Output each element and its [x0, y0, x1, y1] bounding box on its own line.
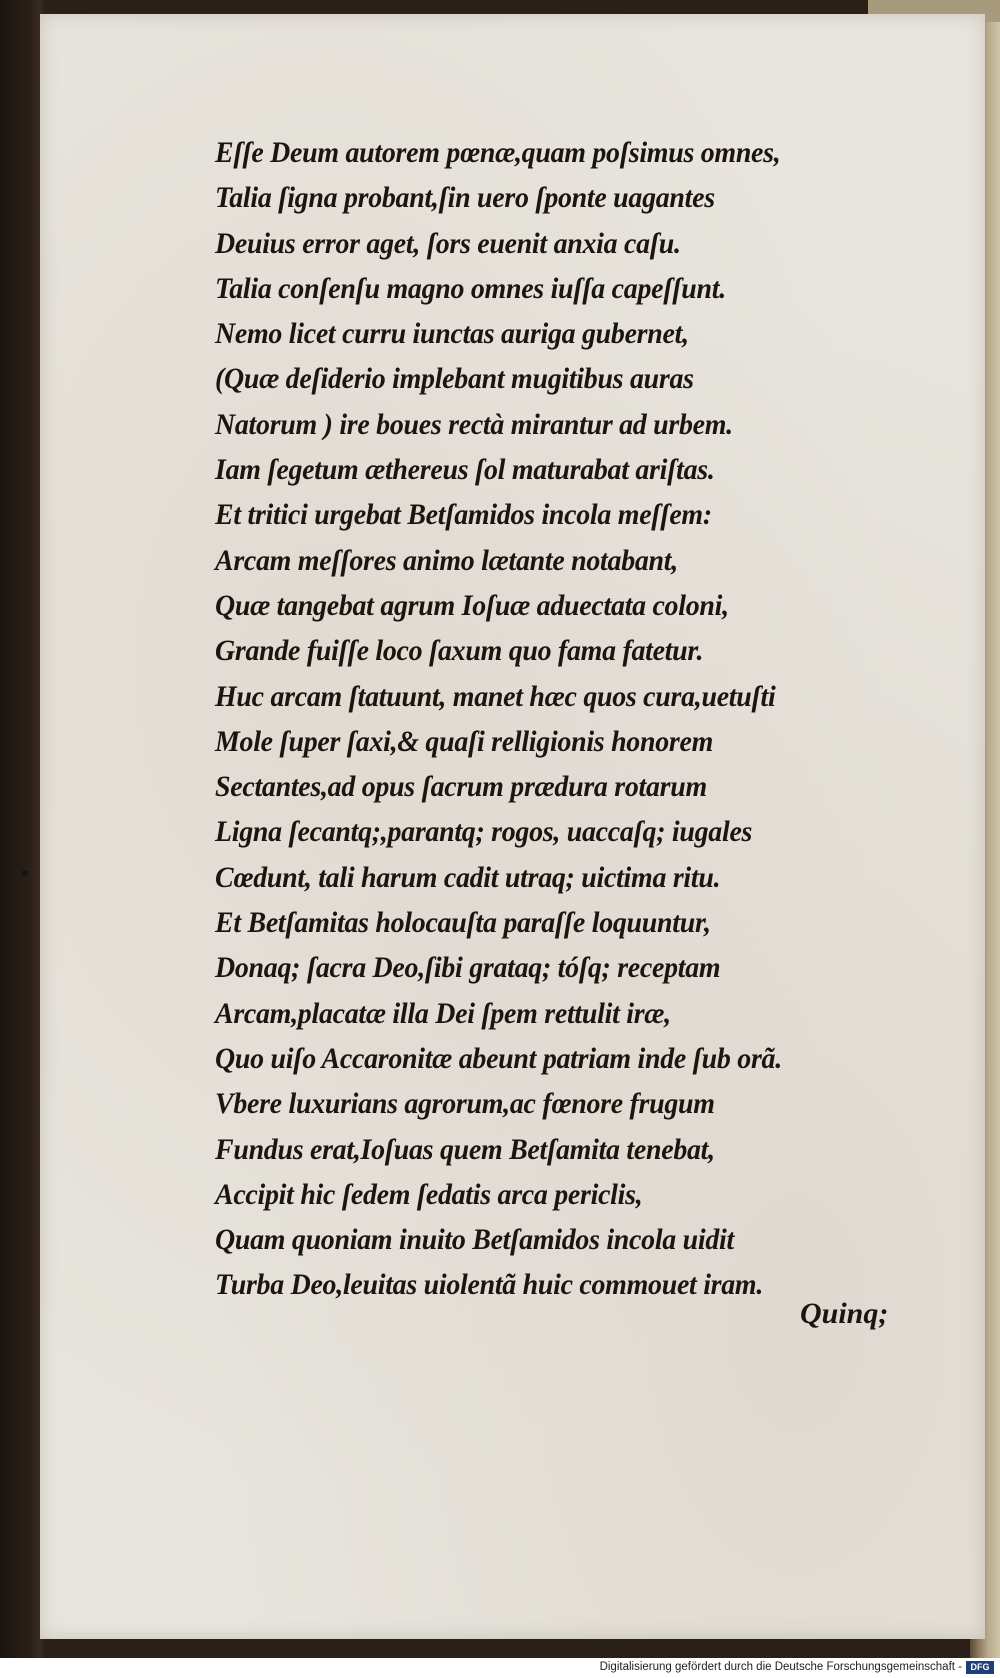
verse-line: Mole ſuper ſaxi,& quaſi relligionis honorem: [215, 724, 714, 758]
verse-line: Deuius error aget, ſors euenit anxia caſu.: [215, 226, 681, 260]
verse-line: Fundus erat,Ioſuas quem Betſamita tenebat,: [215, 1132, 715, 1166]
verse-line: Vbere luxurians agrorum,ac fœnore frugum: [215, 1087, 715, 1121]
verse-block: [215, 130, 915, 1308]
verse-line: Quo uiſo Accaronitæ abeunt patriam inde ſub orã.: [215, 1041, 782, 1075]
verse-line: Huc arcam ſtatuunt, manet hæc quos cura,uetuſti: [215, 679, 776, 713]
verse-line: Ligna ſecantq;,parantq; rogos, uaccaſq; iugales: [215, 815, 753, 849]
verse-line: Donaq; ſacra Deo,ſibi grataq; tóſq; receptam: [215, 951, 721, 985]
catchword: Quinq;: [800, 1297, 889, 1330]
verse-line: Grande fuiſſe loco ſaxum quo fama fatetur.: [215, 634, 704, 668]
verse-line: Arcam,placatæ illa Dei ſpem rettulit iræ,: [215, 996, 671, 1030]
verse-line: Eſſe Deum autorem pœnæ,quam poſsimus omnes,: [215, 136, 781, 169]
margin-mark: [22, 870, 28, 876]
verse-line: Natorum ) ire boues rectà mirantur ad urbem.: [215, 407, 733, 441]
verse-line: Quæ tangebat agrum Ioſuæ aduectata coloni,: [215, 588, 729, 622]
footer-bar: [0, 1658, 1000, 1678]
verse-line: Iam ſegetum æthereus ſol maturabat ariſtas.: [215, 453, 715, 487]
verse-line: Talia ſigna probant,ſin uero ſponte uagantes: [215, 181, 715, 215]
verse-line: Nemo licet curru iunctas auriga gubernet,: [215, 317, 689, 351]
verse-line: Cœdunt, tali harum cadit utraq; uictima ritu.: [215, 860, 721, 894]
verse-line: Arcam meſſores animo lætante notabant,: [215, 543, 678, 577]
verse-line: Sectantes,ad opus ſacrum prædura rotarum: [215, 770, 707, 804]
verse-line: (Quæ deſiderio implebant mugitibus auras: [215, 362, 694, 396]
dfg-logo: DFG: [966, 1661, 994, 1674]
verse-line: Turba Deo,leuitas uiolentã huic commouet iram.: [215, 1268, 764, 1302]
verse-line: Et Betſamitas holocauſta paraſſe loquuntur,: [215, 906, 711, 940]
verse-line: Talia conſenſu magno omnes iuſſa capeſſunt.: [215, 271, 726, 305]
footer-credit: Digitalisierung gefördert durch die Deutsche Forschungsgemeinschaft -: [599, 1661, 962, 1673]
verse-line: Accipit hic ſedem ſedatis arca periclis,: [215, 1177, 643, 1211]
verse-line: Quam quoniam inuito Betſamidos incola uidit: [215, 1223, 734, 1257]
verse-line: Et tritici urgebat Betſamidos incola meſſem:: [215, 498, 712, 532]
